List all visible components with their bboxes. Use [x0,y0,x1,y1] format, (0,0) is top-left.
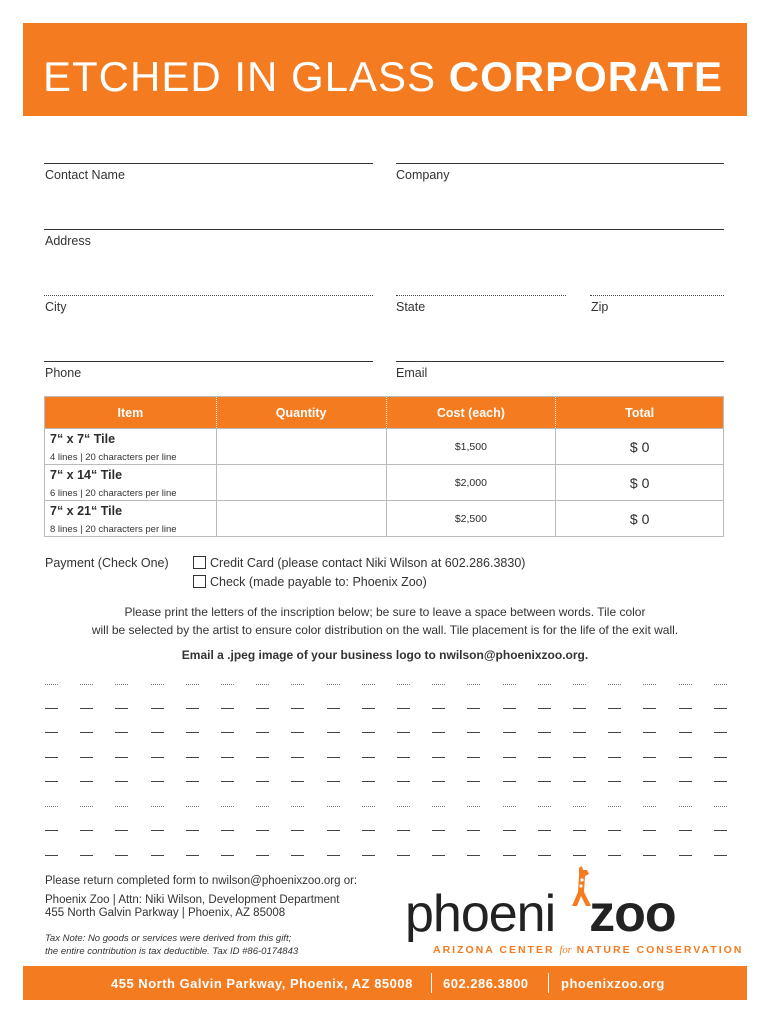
letter-blank[interactable] [467,806,480,807]
letter-blank[interactable] [186,855,199,856]
letter-blank[interactable] [45,830,58,831]
letter-blank[interactable] [397,708,410,709]
letter-blank[interactable] [256,855,269,856]
credit-card-option: Credit Card (please contact Niki Wilson at 602.286.3830) [210,556,526,570]
item-total: $ 0 [556,501,724,537]
letter-blank[interactable] [115,684,128,685]
tax-note-line-2: the entire contribution is tax deductible. Tax ID #86-0174843 [45,946,299,957]
email-label: Email [396,366,428,380]
item-cell [45,465,217,501]
letter-blank[interactable] [221,855,234,856]
letter-blank[interactable] [397,806,410,807]
letter-blank[interactable] [80,830,93,831]
letter-blank[interactable] [432,732,445,733]
letter-blank[interactable] [221,830,234,831]
letter-blank[interactable] [362,806,375,807]
letter-blank[interactable] [432,806,445,807]
letter-blank[interactable] [221,708,234,709]
company-line[interactable] [396,163,724,164]
item-sub: 8 lines | 20 characters per line [50,524,177,535]
letter-blank[interactable] [291,855,304,856]
letter-blank[interactable] [714,708,727,709]
letter-blank[interactable] [714,855,727,856]
zip-line[interactable] [590,295,724,296]
letter-blank[interactable] [573,708,586,709]
phoenix-zoo-logo [405,866,744,961]
letter-blank[interactable] [714,830,727,831]
item-sub: 6 lines | 20 characters per line [50,488,177,499]
letter-blank[interactable] [45,806,58,807]
letter-blank[interactable] [80,806,93,807]
letter-blank[interactable] [291,732,304,733]
letter-blank[interactable] [327,806,340,807]
item-name: 7“ x 7“ Tile [50,432,116,446]
letter-blank[interactable] [432,855,445,856]
letter-blank[interactable] [327,830,340,831]
letter-blank[interactable] [679,806,692,807]
email-logo-note: Email a .jpeg image of your business logo to nwilson@phoenixzoo.org. [181,648,589,662]
return-instructions: Please return completed form to nwilson@phoenixzoo.org or: [45,875,358,887]
address-label: Address [45,234,91,248]
instructions-line-1: Please print the letters of the inscription below; be sure to leave a space between words. Tile color [124,605,646,619]
letter-blank[interactable] [503,708,516,709]
letter-blank[interactable] [573,781,586,782]
letter-blank[interactable] [362,732,375,733]
letter-blank[interactable] [362,757,375,758]
letter-blank[interactable] [538,855,551,856]
letter-blank[interactable] [45,708,58,709]
letter-blank[interactable] [432,684,445,685]
letter-blank[interactable] [362,684,375,685]
letter-blank[interactable] [45,732,58,733]
letter-blank[interactable] [115,732,128,733]
letter-blank[interactable] [186,830,199,831]
letter-blank[interactable] [291,806,304,807]
letter-blank[interactable] [327,757,340,758]
letter-blank[interactable] [538,781,551,782]
order-table [44,396,724,537]
letter-blank[interactable] [80,684,93,685]
letter-blank[interactable] [467,708,480,709]
letter-blank[interactable] [80,757,93,758]
letter-blank[interactable] [679,757,692,758]
header-total: Total [556,397,724,429]
table-row [45,465,724,501]
letter-blank[interactable] [397,757,410,758]
footer-website[interactable]: phoenixzoo.org [561,976,665,991]
letter-blank[interactable] [467,855,480,856]
letter-blank[interactable] [503,781,516,782]
logo-wordmark: phoeni zoo [405,885,676,943]
state-line[interactable] [396,295,566,296]
letter-blank[interactable] [714,806,727,807]
letter-blank[interactable] [327,684,340,685]
letter-blank[interactable] [397,830,410,831]
letter-blank[interactable] [397,855,410,856]
letter-blank[interactable] [573,830,586,831]
letter-blank[interactable] [679,684,692,685]
letter-blank[interactable] [397,732,410,733]
payment-label: Payment (Check One) [45,556,169,570]
item-sub: 4 lines | 20 characters per line [50,452,177,463]
letter-blank[interactable] [115,781,128,782]
letter-blank[interactable] [643,830,656,831]
quantity-input[interactable] [216,501,386,537]
letter-blank[interactable] [221,684,234,685]
letter-blank[interactable] [327,781,340,782]
letter-blank[interactable] [186,732,199,733]
letter-blank[interactable] [503,806,516,807]
letter-blank[interactable] [151,806,164,807]
item-name: 7“ x 21“ Tile [50,504,123,518]
footer-divider [548,973,549,993]
letter-blank[interactable] [45,781,58,782]
item-total: $ 0 [556,465,724,501]
letter-blank[interactable] [538,708,551,709]
letter-blank[interactable] [221,757,234,758]
letter-blank[interactable] [115,757,128,758]
item-cell [45,429,217,465]
letter-blank[interactable] [608,781,621,782]
check-option: Check (made payable to: Phoenix Zoo) [210,575,427,589]
company-label: Company [396,168,450,182]
letter-blank[interactable] [608,830,621,831]
letter-blank[interactable] [291,684,304,685]
letter-blank[interactable] [432,781,445,782]
letter-blank[interactable] [115,708,128,709]
letter-blank[interactable] [151,781,164,782]
item-cost: $2,500 [386,501,556,537]
instructions-line-2: will be selected by the artist to ensure color distribution on the wall. Tile placement is for the life of the exit wall. [91,623,679,637]
letter-blank[interactable] [679,732,692,733]
letter-blank[interactable] [467,830,480,831]
letter-blank[interactable] [115,830,128,831]
letter-blank[interactable] [503,855,516,856]
letter-blank[interactable] [186,806,199,807]
letter-blank[interactable] [186,684,199,685]
city-line[interactable] [44,295,373,296]
address-line[interactable] [44,229,724,230]
footer-address: 455 North Galvin Parkway, Phoenix, AZ 85008 [111,976,413,991]
logo-tagline: ARIZONA CENTER for NATURE CONSERVATION [433,944,744,956]
letter-blank[interactable] [151,757,164,758]
letter-blank[interactable] [643,757,656,758]
letter-blank[interactable] [538,757,551,758]
letter-blank[interactable] [573,757,586,758]
letter-blank[interactable] [538,684,551,685]
table-header-row [45,397,724,429]
letter-blank[interactable] [151,855,164,856]
letter-blank[interactable] [45,855,58,856]
letter-blank[interactable] [643,708,656,709]
footer-phone: 602.286.3800 [443,976,529,991]
letter-blank[interactable] [362,855,375,856]
email-line[interactable] [396,361,724,362]
phone-line[interactable] [44,361,373,362]
letter-blank[interactable] [115,806,128,807]
contact-name-line[interactable] [44,163,373,164]
item-cell [45,501,217,537]
letter-blank[interactable] [151,684,164,685]
letter-blank[interactable] [291,708,304,709]
letter-blank[interactable] [45,684,58,685]
letter-blank[interactable] [327,732,340,733]
letter-blank[interactable] [151,830,164,831]
letter-blank[interactable] [221,806,234,807]
letter-blank[interactable] [291,757,304,758]
footer-bar [23,966,747,1000]
letter-blank[interactable] [608,806,621,807]
zip-label: Zip [591,300,609,314]
letter-blank[interactable] [643,855,656,856]
letter-blank[interactable] [256,757,269,758]
letter-blank[interactable] [608,732,621,733]
quantity-input[interactable] [216,429,386,465]
letter-blank[interactable] [643,781,656,782]
footer-divider [431,973,432,993]
letter-blank[interactable] [327,708,340,709]
state-label: State [396,300,426,314]
letter-blank[interactable] [467,732,480,733]
phone-label: Phone [45,366,82,380]
letter-blank[interactable] [679,708,692,709]
header-item: Item [45,397,217,429]
letter-blank[interactable] [432,708,445,709]
return-address-line-2: 455 North Galvin Parkway | Phoenix, AZ 85008 [45,907,286,919]
letter-blank[interactable] [327,855,340,856]
letter-blank[interactable] [115,855,128,856]
letter-blank[interactable] [643,806,656,807]
page-title: ETCHED IN GLASS CORPORATE [43,53,723,100]
quantity-input[interactable] [216,465,386,501]
letter-blank[interactable] [467,781,480,782]
letter-blank[interactable] [256,708,269,709]
letter-blank[interactable] [221,732,234,733]
letter-blank[interactable] [503,757,516,758]
letter-blank[interactable] [608,855,621,856]
letter-blank[interactable] [608,757,621,758]
letter-blank[interactable] [80,708,93,709]
letter-blank[interactable] [643,684,656,685]
letter-blank[interactable] [714,757,727,758]
check-checkbox[interactable] [193,575,206,588]
letter-blank[interactable] [291,781,304,782]
letter-blank[interactable] [80,855,93,856]
letter-blank[interactable] [256,806,269,807]
letter-blank[interactable] [256,781,269,782]
tax-note-line-1: Tax Note: No goods or services were derived from this gift; [45,933,292,944]
contact-name-label: Contact Name [45,168,125,182]
letter-blank[interactable] [503,732,516,733]
letter-blank[interactable] [608,708,621,709]
letter-blank[interactable] [432,830,445,831]
header-quantity: Quantity [216,397,386,429]
letter-blank[interactable] [362,830,375,831]
return-address-line-1: Phoenix Zoo | Attn: Niki Wilson, Development Department [45,894,340,906]
letter-blank[interactable] [538,732,551,733]
letter-blank[interactable] [714,684,727,685]
letter-blank[interactable] [256,684,269,685]
letter-blank[interactable] [573,684,586,685]
credit-card-checkbox[interactable] [193,556,206,569]
letter-blank[interactable] [679,830,692,831]
letter-blank[interactable] [80,732,93,733]
letter-blank[interactable] [397,684,410,685]
letter-blank[interactable] [45,757,58,758]
letter-blank[interactable] [467,684,480,685]
table-row [45,429,724,465]
letter-blank[interactable] [256,732,269,733]
letter-blank[interactable] [397,781,410,782]
letter-blank[interactable] [714,781,727,782]
letter-blank[interactable] [643,732,656,733]
letter-blank[interactable] [186,708,199,709]
letter-blank[interactable] [503,830,516,831]
letter-blank[interactable] [291,830,304,831]
letter-blank[interactable] [186,781,199,782]
letter-blank[interactable] [573,806,586,807]
letter-blank[interactable] [573,732,586,733]
item-cost: $2,000 [386,465,556,501]
letter-blank[interactable] [80,781,93,782]
letter-blank[interactable] [573,855,586,856]
header-cost: Cost (each) [386,397,556,429]
item-total: $ 0 [556,429,724,465]
letter-blank[interactable] [362,781,375,782]
letter-blank[interactable] [221,781,234,782]
letter-blank[interactable] [362,708,375,709]
letter-blank[interactable] [538,806,551,807]
letter-blank[interactable] [503,684,516,685]
letter-blank[interactable] [432,757,445,758]
letter-blank[interactable] [186,757,199,758]
letter-blank[interactable] [467,757,480,758]
item-name: 7“ x 14“ Tile [50,468,123,482]
letter-blank[interactable] [151,708,164,709]
letter-blank[interactable] [714,732,727,733]
letter-blank[interactable] [151,732,164,733]
letter-blank[interactable] [538,830,551,831]
letter-blank[interactable] [679,781,692,782]
item-cost: $1,500 [386,429,556,465]
letter-blank[interactable] [608,684,621,685]
city-label: City [45,300,67,314]
table-row [45,501,724,537]
letter-blank[interactable] [679,855,692,856]
letter-blank[interactable] [256,830,269,831]
header-banner [23,23,747,116]
